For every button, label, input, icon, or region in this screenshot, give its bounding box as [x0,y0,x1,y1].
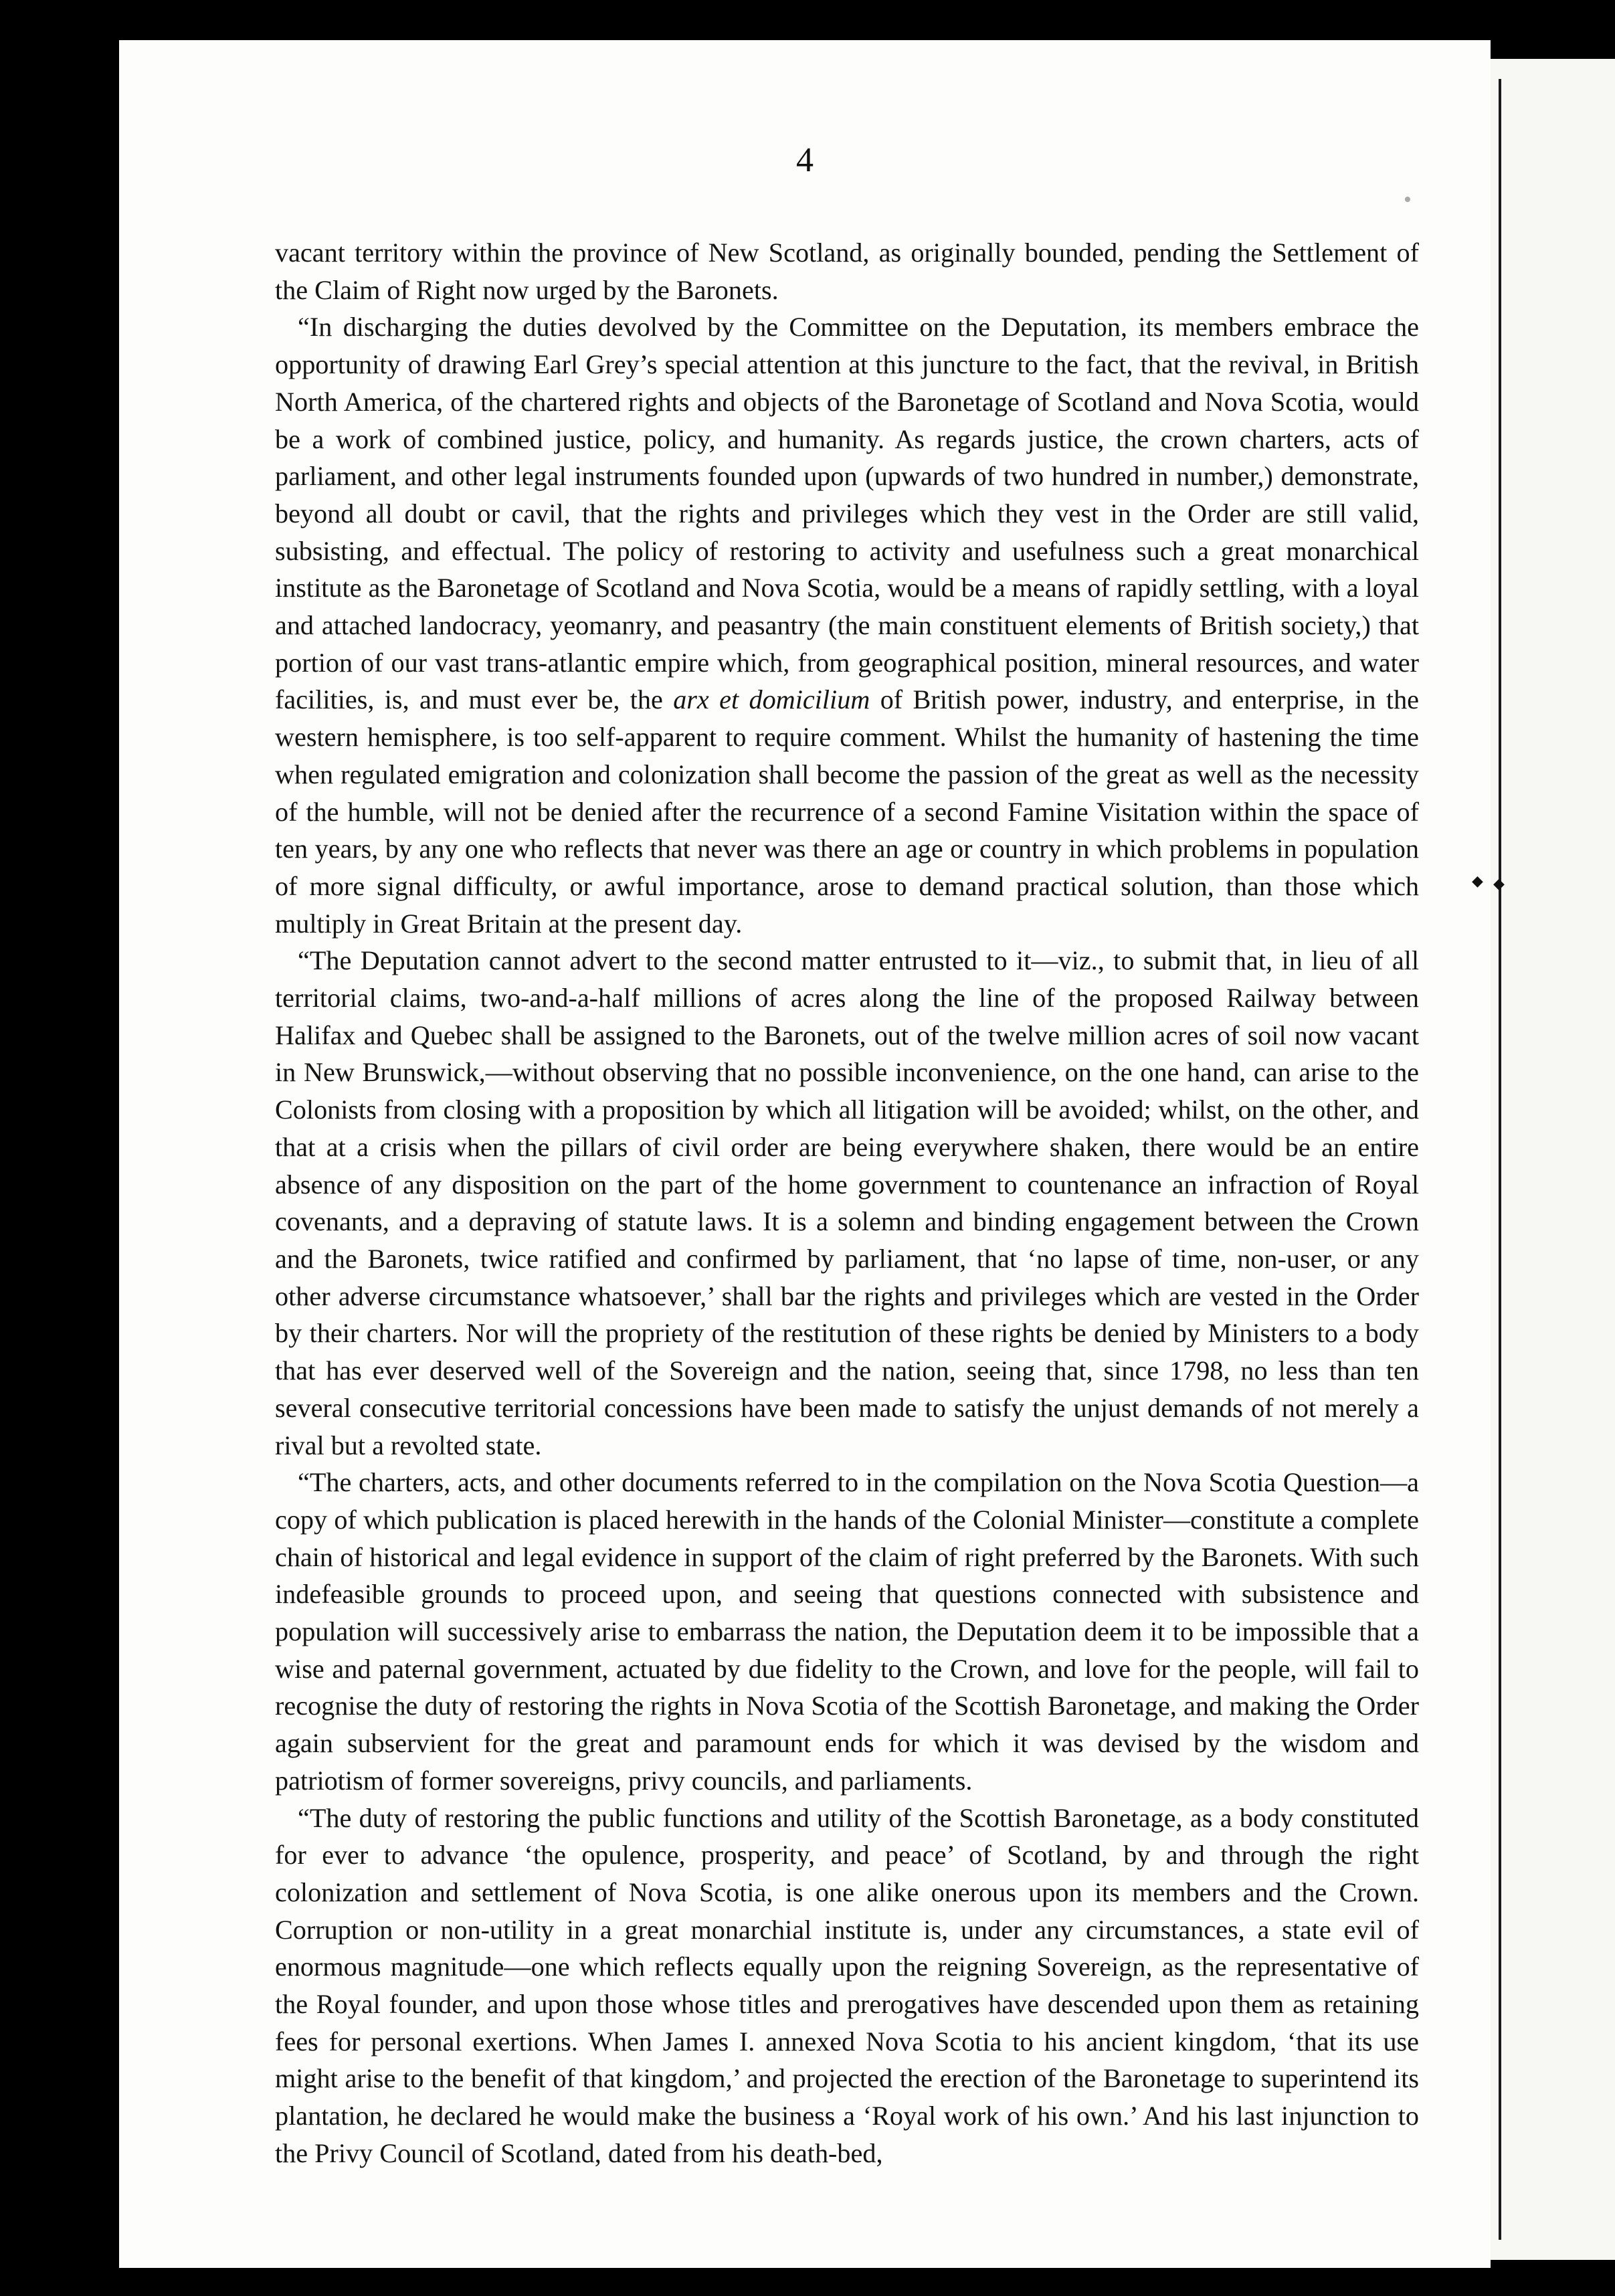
latin-phrase: arx et domicilium [673,684,870,715]
paragraph-duty-of-restoring: “The duty of restoring the public functions and utility of the Scottish Baronetage, as a body constituted for ever to advance ‘the opulence, prosperity, and peace’ of Scotland, by and through the right colonization and settlement of Nova Scotia, is one alike onerous upon its members and the Crown. Corruption or non-utility in a great monarchial institute is, under any circumstances, a state evil of enormous magnitude—one which reflects equally upon the reigning Sovereign, as the representative of the Royal founder, and upon those whose titles and prerogatives have descended upon them as retaining fees for personal exertions. When James I. annexed Nova Scotia to his ancient kingdom, ‘that its use might arise to the benefit of that kingdom,’ and projected the erection of the Baronetage to superintend its plantation, he declared he would make the business a ‘Royal work of his own.’ And his last injunction to the Privy Council of Scotland, dated from his death-bed, [275,1802,1419,2168]
scan-border [0,0,1615,40]
paragraph-continuation: vacant territory within the province of New Scotland, as originally bounded, pending the Settlement of the Claim of Right now urged by the Baronets. [275,237,1419,305]
page-number: 4 [796,141,814,179]
paragraph-deputation-second-matter: “The Deputation cannot advert to the second matter entrusted to it—viz., to submit that, in lieu of all territorial claims, two-and-a-half millions of acres along the line of the proposed Railway between Halifax and Quebec shall be assigned to the Baronets, out of the twelve million acres of soil now vacant in New Brunswick,—without observing that no possible inconvenience, on the one hand, can arise to the Colonists from closing with a proposition by which all litigation will be avoided; whilst, on the other, and that at a crisis when the pillars of civil order are being everywhere shaken, there would be an entire absence of any disposition on the part of the home government to countenance an infraction of Royal covenants, and a depraving of statute laws. It is a solemn and binding engagement between the Crown and the Baronets, twice ratified and confirmed by parliament, that ‘no lapse of time, non-user, or any other adverse circumstance whatsoever,’ shall bar the rights and privileges which are vested in the Order by their charters. Nor will the propriety of the restitution of these rights be denied by Ministers to a body that has ever deserved well of the Sovereign and the nation, seeing that, since 1798, no less than ten several consecutive territorial concessions have been made to satisfy the unjust demands of not merely a rival but a revolted state. [275,945,1419,1460]
facing-page-edge [1491,59,1615,2260]
document-page [119,40,1491,2268]
body-text [275,234,1419,2172]
scan-speck: ◆ [1493,875,1505,892]
paragraph-justice-policy-humanity: “In discharging the duties devolved by the Committee on the Deputation, its members embrace the opportunity of drawing Earl Grey’s special attention at this juncture to the fact, that the revival, in British North America, of the chartered rights and objects of the Baronetage of Scotland and Nova Scotia, would be a work of combined justice, policy, and humanity. As regards justice, the crown charters, acts of parliament, and other legal instruments founded upon (upwards of two hundred in number,) demonstrate, beyond all doubt or cavil, that the rights and privileges which they vest in the Order are still valid, subsisting, and effectual. The policy of restoring to activity and usefulness such a great monarchical institute as the Baronetage of Scotland and Nova Scotia, would be a means of rapidly settling, with a loyal and attached landocracy, yeomanry, and peasantry (the main constituent elements of British society,) that portion of our vast trans-atlantic empire which, from geographical position, mineral resources, and water facilities, is, and must ever be, the arx et domicilium of British power, industry, and enterprise, in the western hemisphere, is too self-apparent to require comment. Whilst the humanity of hastening the time when regulated emigration and colonization shall become the passion of the great as well as the necessity of the humble, will not be denied after the recurrence of a second Famine Visitation within the space of ten years, by any one who reflects that never was there an age or country in which problems in population of more signal difficulty, or awful importance, arose to demand practical solution, than those which multiply in Great Britain at the present day. [275,312,1419,939]
page-edge-line [1499,79,1501,2240]
paragraph-charters-acts: “The charters, acts, and other documents referred to in the compilation on the Nova Scotia Question—a copy of which publication is placed herewith in the hands of the Colonial Minister—constitute a complete chain of historical and legal evidence in support of the claim of right preferred by the Baronets. With such indefeasible grounds to proceed upon, and seeing that questions connected with subsistence and population will successively arise to embarrass the nation, the Deputation deem it to be impossible that a wise and paternal government, actuated by due fidelity to the Crown, and love for the people, will fail to recognise the duty of restoring the rights in Nova Scotia of the Scottish Baronetage, and making the Order again subservient for the great and paramount ends for which it was devised by the wisdom and patriotism of former sovereigns, privy councils, and parliaments. [275,1467,1419,1796]
scan-speck: • [1404,187,1412,212]
scan-speck: ◆ [1472,872,1483,889]
